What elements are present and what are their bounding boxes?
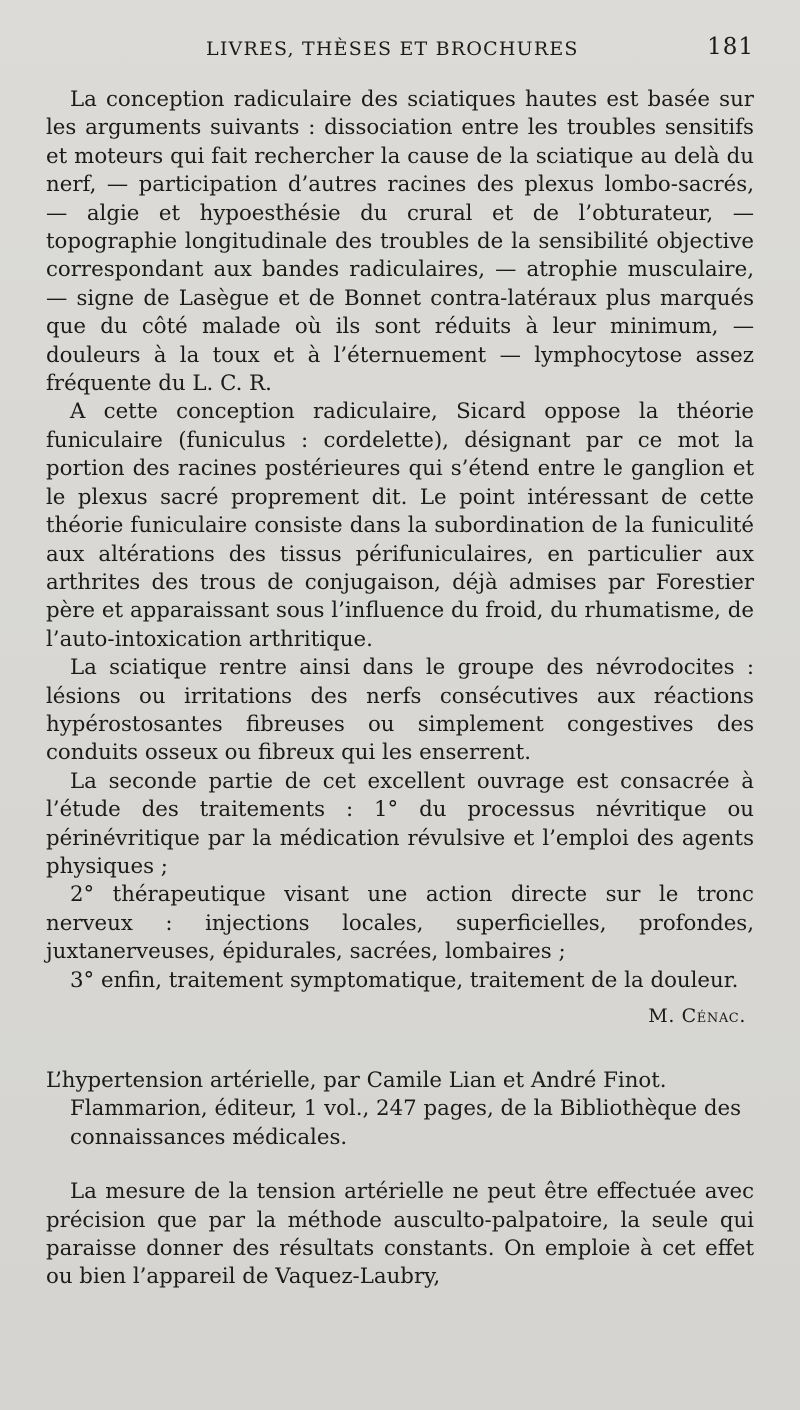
page-number: 181	[707, 34, 754, 60]
section-gap	[46, 1152, 754, 1178]
paragraph-traitements: La seconde partie de cet excellent ouvrage est consacrée à l’étude des traitements : 1° du processus névritique ou périnévritique par la médication révulsive et l’emploi des agents physiques ;	[46, 768, 754, 879]
book-publisher-line: Flammarion, éditeur, 1 vol., 247 pages, de la Bibliothèque des connaissances médicales.	[70, 1096, 742, 1150]
review-sciatique	[46, 86, 754, 1027]
book-entry-hypertension	[46, 1067, 754, 1152]
paragraph-symptomatique: 3° enfin, traitement symptomatique, traitement de la douleur.	[70, 967, 739, 993]
paragraph-funiculaire: A cette conception radiculaire, Sicard oppose la théorie funiculaire (funiculus : cordelette), désignant par ce mot la portion des racines postérieures qui s’étend entre le ganglion et le plexus sacré proprement dit. Le point intéressant de cette théorie funiculaire consiste dans la subordination de la funiculité aux altérations des tissus périfuniculaires, en particulier aux arthrites des trous de conjugaison, déjà admises par Forestier père et apparaissant sous l’influence du froid, du rhumatisme, de l’auto-intoxication arthritique.	[46, 399, 754, 652]
paragraph-therapeutique: 2° thérapeutique visant une action directe sur le tronc nerveux : injections locales, superficielles, profondes, juxtanerveuses, épidurales, sacrées, lombaires ;	[46, 882, 754, 965]
paragraph-mesure-tension: La mesure de la tension artérielle ne peut être effectuée avec précision que par la méthode ausculto-palpatoire, la seule qui paraisse donner des résultats constants. On emploie à cet effet ou bien l’appareil de Vaquez-Laubry,	[46, 1179, 754, 1290]
running-head	[46, 34, 754, 86]
running-title: LIVRES, THÈSES ET BROCHURES	[206, 38, 579, 60]
book-title-line: L’hypertension artérielle, par Camile Lian et André Finot.	[46, 1068, 667, 1093]
paragraph-radiculaire: La conception radiculaire des sciatiques hautes est basée sur les arguments suivants : dissociation entre les troubles sensitifs et moteurs qui fait rechercher la cause de la sciatique au delà du nerf, — participation d’autres racines des plexus lombo-sacrés, — algie et hypoesthésie du crural et de l’obturateur, — topographie longitudinale des troubles de la sensibilité objective correspondant aux bandes radiculaires, — atrophie musculaire, — signe de Lasègue et de Bonnet contra-latéraux plus marqués que du côté malade où ils sont réduits à leur minimum, — douleurs à la toux et à l’éternuement — lymphocytose assez fréquente du L. C. R.	[46, 87, 754, 397]
reviewer-signature: M. Cénac.	[648, 1005, 746, 1027]
paragraph-nevrodocites: La sciatique rentre ainsi dans le groupe des névrodocites : lésions ou irritations des nerfs consécutives aux réactions hypérostosantes fibreuses ou simplement congestives des conduits osseux ou fibreux qui les enserrent.	[46, 655, 754, 766]
